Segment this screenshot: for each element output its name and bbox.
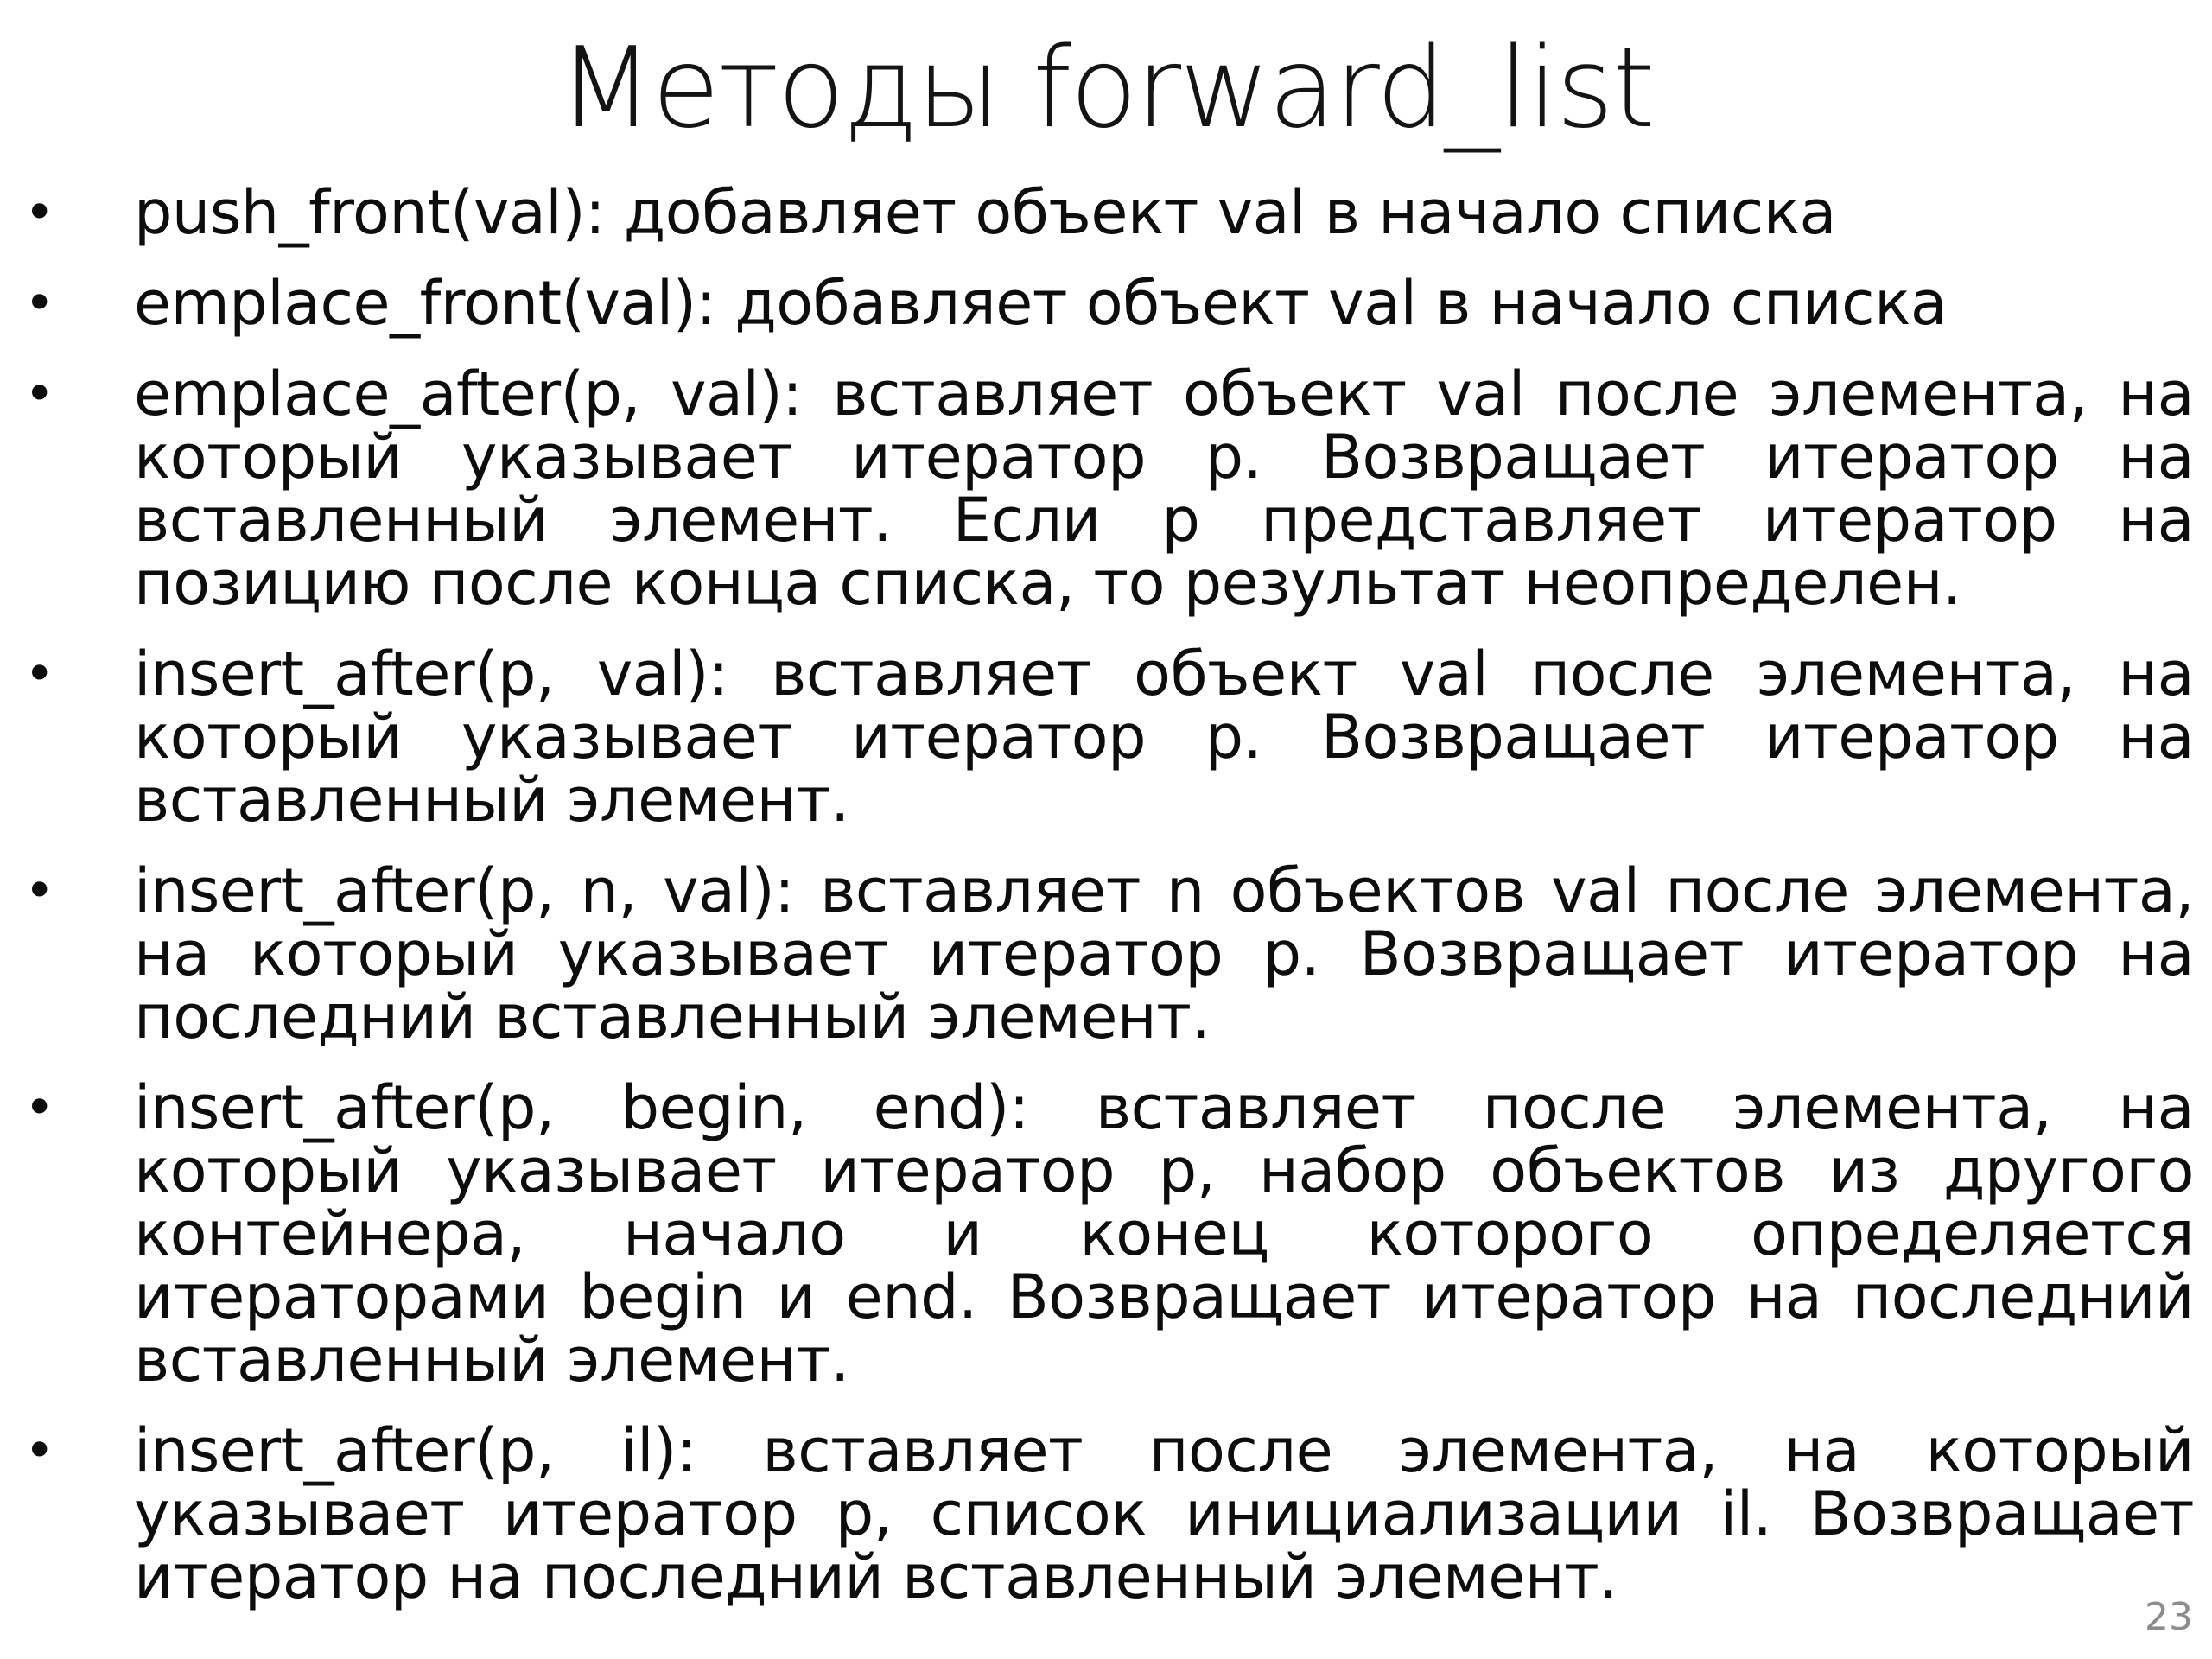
list-item-text: insert_after(p, il): вставляет после элемента, на который указывает итератор p, список инициализации il. Возвращает итератор на последний вставленный элемент. [134, 1415, 2194, 1612]
list-item [24, 1415, 2194, 1612]
list-item-text: emplace_front(val): добавляет объект val в начало списка [134, 268, 1948, 339]
bullet-icon: • [24, 861, 54, 921]
bullet-icon: • [24, 1421, 54, 1481]
list-item [24, 177, 2194, 248]
list-item-text: insert_after(p, n, val): вставляет n объектов val после элемента, на который указывает итератор p. Возвращает итератор на последний вставленный элемент. [134, 855, 2194, 1052]
list-item-text: insert_after(p, val): вставляет объект val после элемента, на который указывает итератор p. Возвращает итератор на вставленный элемент. [134, 639, 2194, 836]
page-number: 23 [2145, 1595, 2193, 1639]
bullet-icon: • [24, 1077, 54, 1138]
list-item [24, 639, 2194, 836]
bullet-icon: • [24, 273, 54, 334]
slide-title: Методы forward_list [558, 24, 1654, 153]
list-item [24, 268, 2194, 339]
bullet-icon: • [24, 182, 54, 243]
list-item-text: insert_after(p, begin, end): вставляет после элемента, на который указывает итератор p, набор объектов из другого контейнера, начало и конец которого определяется итераторами begin и end. Возвращает итератор на последний вставленный элемент. [134, 1072, 2194, 1395]
bullet-list [24, 177, 2194, 1637]
list-item [24, 1072, 2194, 1395]
list-item-text: push_front(val): добавляет объект val в начало списка [134, 177, 1836, 248]
list-item-text: emplace_after(p, val): вставляет объект val после элемента, на который указывает итератор p. Возвращает итератор на вставленный элемент. Если p представляет итератор на позицию после конца списка, то результат неопределен. [134, 359, 2194, 619]
bullet-icon: • [24, 364, 54, 424]
bullet-icon: • [24, 644, 54, 704]
list-item [24, 359, 2194, 619]
list-item [24, 855, 2194, 1052]
